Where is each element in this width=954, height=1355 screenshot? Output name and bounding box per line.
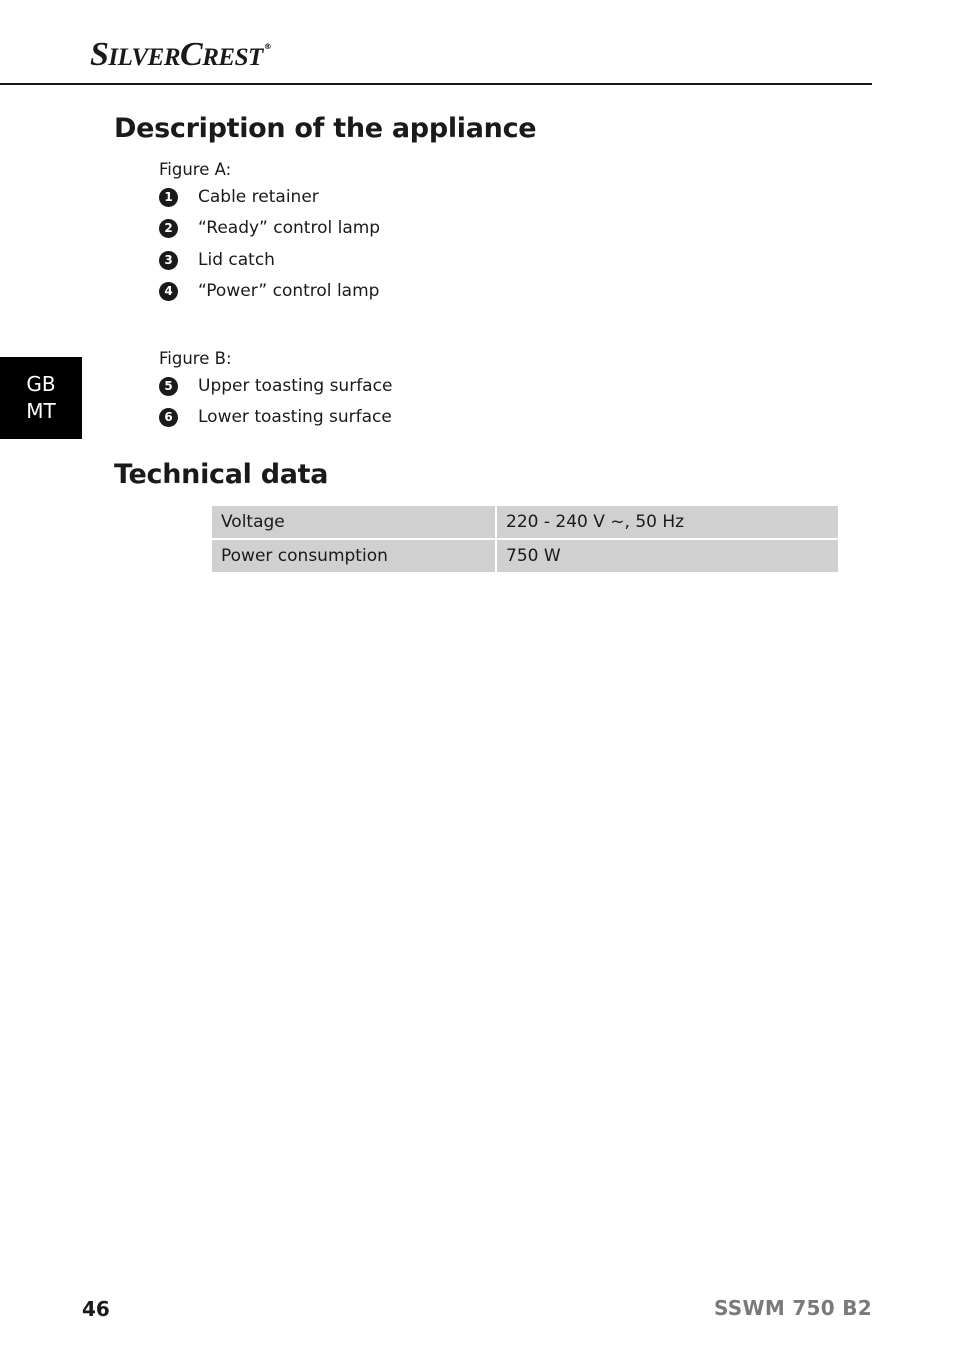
language-code: MT [26,399,56,423]
table-cell-value: 750 W [496,539,838,573]
item-label: Cable retainer [198,187,319,207]
table-cell-name: Voltage [212,506,496,539]
section-title-description: Description of the appliance [114,113,537,144]
model-number: SSWM 750 B2 [713,1296,872,1320]
list-item [159,280,379,302]
figure-b-label: Figure B: [159,349,232,368]
item-label: “Ready” control lamp [198,218,381,238]
section-title-technical-data: Technical data [114,459,329,490]
item-label: Upper toasting surface [198,376,393,396]
table-row [212,539,838,573]
brand-logo: SILVERCREST® [90,36,272,73]
item-number-badge: 2 [159,219,178,238]
list-item [159,217,380,239]
page-number: 46 [82,1297,110,1321]
item-number-badge: 6 [159,408,178,427]
language-code: GB [26,372,56,396]
list-item [159,186,319,208]
registered-mark: ® [263,42,272,51]
header-rule [0,83,872,85]
list-item [159,375,392,397]
item-label: Lower toasting surface [198,407,392,427]
table-cell-name: Power consumption [212,539,496,573]
list-item [159,249,275,271]
table-row [212,506,838,539]
language-tab [0,357,82,439]
item-label: Lid catch [198,250,275,270]
list-item [159,406,392,428]
item-number-badge: 5 [159,377,178,396]
item-number-badge: 4 [159,282,178,301]
item-number-badge: 1 [159,188,178,207]
figure-a-label: Figure A: [159,160,232,179]
item-number-badge: 3 [159,251,178,270]
item-label: “Power” control lamp [198,281,380,301]
technical-data-table [212,506,838,574]
table-cell-value: 220 - 240 V ~, 50 Hz [496,506,838,539]
